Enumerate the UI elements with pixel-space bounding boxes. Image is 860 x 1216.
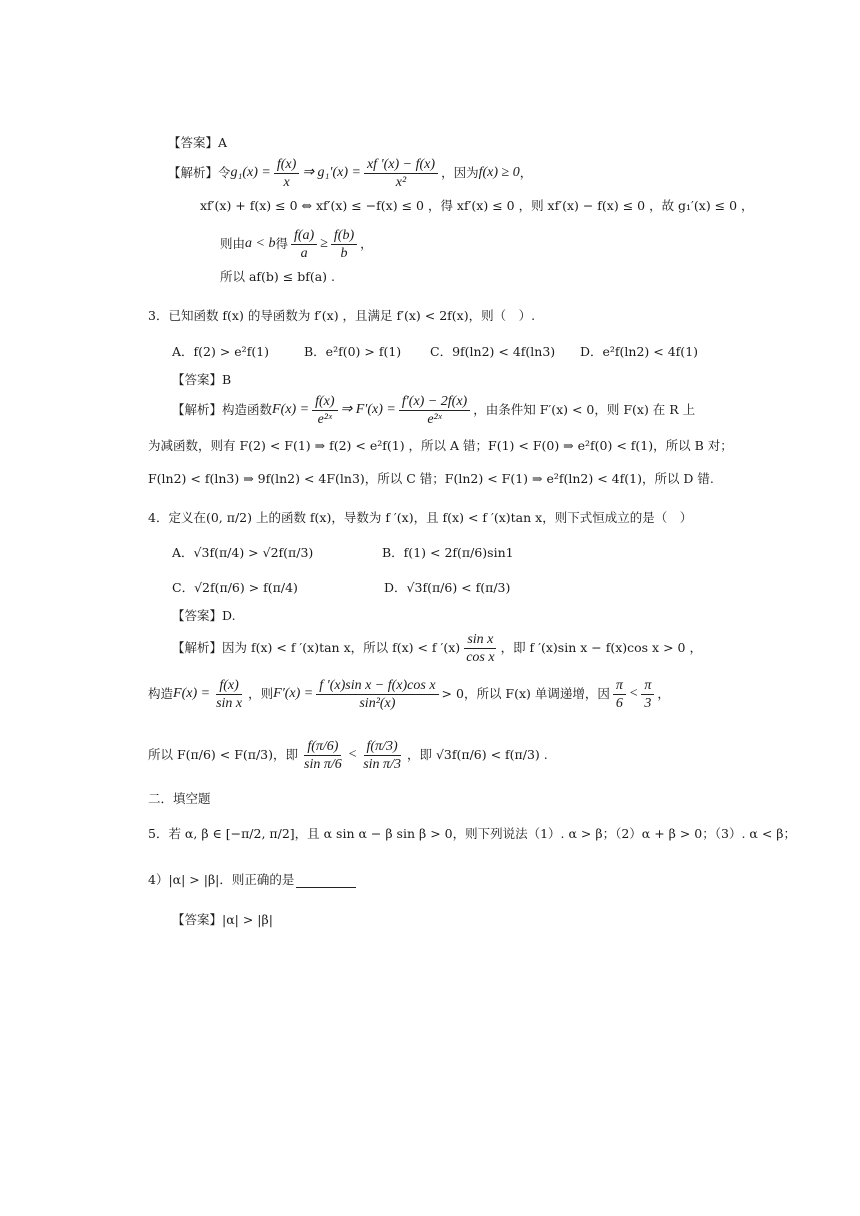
answer-label-q2: 【答案】A — [168, 135, 228, 150]
fraction: $\frac{f(a)}{a}$ — [291, 227, 317, 262]
fraction: $\frac{xf '(x) - f(x)}{\text{x²}}$ — [364, 156, 438, 191]
fraction: $\frac{\pi}{3}$ — [641, 677, 654, 712]
question-4-options-row2 — [172, 578, 510, 598]
question-4-options-row1 — [172, 543, 514, 563]
option-c: C．√2f(π/6) > f(π/4) — [172, 580, 298, 595]
fraction: $\frac{f(x)}{x}$ — [274, 156, 299, 191]
fraction: $\frac{f(\pi/3)}{\text{sin π/3}}$ — [363, 738, 401, 772]
analysis-q2-line2: xf′(x) + f(x) ≤ 0 ⇔ xf′(x) ≤ −f(x) ≤ 0 ，得 xf′(x) ≤ 0 ，则 xf′(x) − f(x) ≤ 0 ，故 g₁′(x) ≤ 0 ， — [200, 198, 754, 213]
option-b: B．e²f(0) > f(1) — [304, 344, 402, 359]
option-d: D．e²f(ln2) < 4f(1) — [580, 344, 699, 359]
option-d: D．√3f(π/6) < f(π/3) — [384, 580, 511, 595]
analysis-q2-line3: 则由 a < b 得 $\frac{f(a)}{a}$ ≥ $\frac{f(b)}{b}$ ， — [220, 227, 373, 261]
fraction: $\frac{\text{sin x}}{\text{cos x}}$ — [466, 631, 495, 665]
fraction: $\frac{f(x)}{\text{e²ˣ}}$ — [312, 393, 337, 428]
fraction: $\frac{f(b)}{b}$ — [331, 227, 357, 262]
fraction: $\frac{\text{f ′(x)sin x − f(x)cos x}}{\text{sin²(x)}}$ — [316, 677, 438, 712]
analysis-q4-line3: 所以 F(π/6) < F(π/3)，即 $\frac{f(\pi/6)}{\text{sin π/6}}$ < $\frac{f(\pi/3)}{\text{sin π/3}}$ ，即 √3f(π/6) < f(π/3) . — [148, 738, 548, 772]
analysis-q2-line1 — [168, 151, 532, 195]
answer-label-q4: 【答案】D. — [172, 608, 236, 623]
option-a: A．√3f(π/4) > √2f(π/3) — [172, 545, 314, 560]
formula: g₁(x) = — [230, 165, 271, 180]
answer-label-q5: 【答案】|α| > |β| — [172, 912, 273, 927]
text: ，因为 — [441, 165, 479, 180]
analysis-q3-line3: F(ln2) < f(ln3) ⇒ 9f(ln2) < 4F(ln3)，所以 C 错；F(ln2) < F(1) ⇒ e²f(ln2) < 4f(1)，所以 D 错. — [148, 471, 714, 486]
analysis-label: 【解析】令 — [168, 165, 231, 180]
option-b: B．f(1) < 2f(π/6)sin1 — [382, 545, 514, 560]
text: ， — [519, 165, 533, 180]
formula: ⇒ g₁′(x) = — [302, 165, 361, 180]
analysis-q2-conclusion: 所以 af(b) ≤ bf(a) . — [220, 269, 336, 284]
question-3-options — [172, 342, 698, 362]
fraction: $\frac{f'(x) - 2f(x)}{\text{e²ˣ}}$ — [399, 393, 470, 428]
option-a: A．f(2) > e²f(1) — [172, 344, 270, 359]
analysis-q3-line1: 【解析】构造函数 F(x) = $\frac{f(x)}{\text{e²ˣ}}$ ⇒ F′(x) = $\frac{f'(x) - 2f(x)}{\text{e²ˣ}}$ ，由条件知 F′(x) < 0，则 F(x) 在 R 上 — [172, 393, 696, 427]
section-heading-fill-in: 二．填空题 — [148, 791, 211, 806]
question-3: 3．已知函数 f(x) 的导函数为 f′(x) ，且满足 f′(x) < 2f(x)，则（ ）. — [148, 308, 536, 323]
analysis-q4-line1: 【解析】因为 f(x) < f ′(x)tan x，所以 f(x) < f ′(x) $\frac{\text{sin x}}{\text{cos x}}$ ，即 f ′(x)sin x − f(x)cos x > 0 ， — [172, 631, 702, 665]
option-c: C．9f(ln2) < 4f(ln3) — [430, 344, 556, 359]
question-5: 5．若 α, β ∈ [−π/2, π/2]，且 α sin α − β sin β > 0，则下列说法（1）. α > β；（2）α + β > 0；（3）. α < β； — [148, 826, 796, 841]
question-4: 4．定义在(0, π/2) 上的函数 f(x)，导数为 f ′(x)，且 f(x) < f ′(x)tan x，则下式恒成立的是（ ） — [148, 510, 693, 525]
answer-label-q3: 【答案】B — [172, 372, 232, 387]
fraction: $\frac{f(x)}{\text{sin x}}$ — [216, 677, 243, 711]
analysis-q4-line2: 构造 F(x) = $\frac{f(x)}{\text{sin x}}$ ，则 F′(x) = $\frac{\text{f ′(x)sin x − f(x)cos x}}{\text{sin²(x)}}$ > 0，所以 F(x) 单调递增，因 $\frac{\pi}{6}$ < $\frac{\pi}{3}$ ， — [148, 677, 670, 711]
answer-blank[interactable] — [296, 873, 356, 888]
fraction: $\frac{f(\pi/6)}{\text{sin π/6}}$ — [304, 738, 342, 772]
analysis-q3-line2: 为减函数，则有 F(2) < F(1) ⇒ f(2) < e²f(1) ，所以 A 错；F(1) < F(0) ⇒ e²f(0) < f(1)，所以 B 对； — [148, 438, 733, 453]
question-5-line2: 4）|α| > |β|．则正确的是 — [148, 870, 356, 890]
formula: f(x) ≥ 0 — [478, 165, 520, 180]
fraction: $\frac{\pi}{6}$ — [613, 677, 626, 712]
